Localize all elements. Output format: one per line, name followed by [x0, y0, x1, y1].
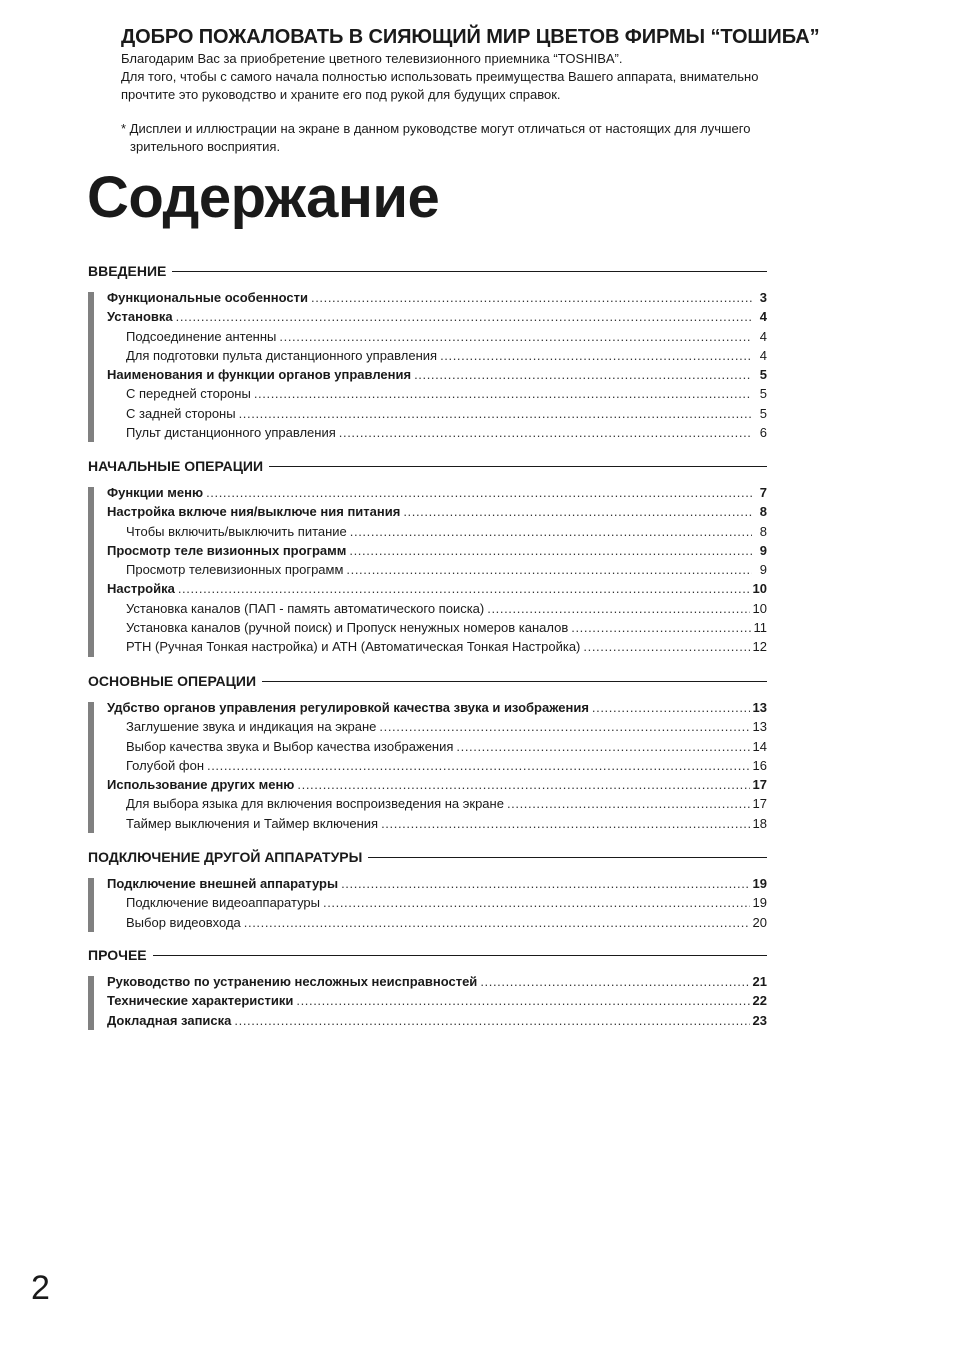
section-heading: [88, 848, 767, 866]
toc-entry-page: 21: [752, 974, 767, 989]
section-entries: [88, 485, 767, 659]
section-side-bar: [88, 292, 94, 442]
dot-leader: [583, 639, 749, 654]
dot-leader: [346, 562, 752, 577]
toc-entry[interactable]: [107, 915, 767, 934]
toc-section: [88, 457, 767, 659]
dot-leader: [323, 895, 750, 910]
toc-entry-page: 5: [759, 405, 767, 421]
toc-entry[interactable]: [107, 581, 767, 600]
toc-entry-label: Функции меню: [107, 485, 204, 500]
dot-leader: [349, 543, 752, 558]
contents-title: Содержание: [87, 165, 440, 230]
toc-entry[interactable]: [107, 796, 767, 815]
section-rule: [269, 466, 767, 467]
toc-entry-label: Подключение видеоаппаратуры: [126, 895, 320, 911]
dot-leader: [279, 329, 752, 344]
toc-entry-label: Заглушение звука и индикация на экране: [126, 719, 377, 735]
section-heading: [88, 457, 767, 475]
toc-entry[interactable]: [107, 562, 767, 581]
toc-entry-label: Подключение внешней аппаратуры: [107, 876, 339, 891]
toc-entry[interactable]: [107, 524, 767, 543]
toc-entry-page: 17: [752, 777, 767, 793]
toc-entry-label: Для выбора языка для включения воспроизведения на экране: [126, 796, 504, 812]
dot-leader: [311, 290, 752, 305]
toc-entry-page: 11: [753, 620, 767, 636]
section-heading-text: ПРОЧЕЕ: [88, 947, 147, 963]
toc-entry[interactable]: [107, 485, 767, 504]
dot-leader: [480, 974, 749, 989]
dot-leader: [254, 386, 752, 401]
dot-leader: [234, 1013, 749, 1028]
toc-entry-label: РТН (Ручная Тонкая настройка) и АТН (Автоматическая Тонкая Настройка): [126, 639, 581, 655]
dot-leader: [592, 700, 750, 715]
toc-entry[interactable]: [107, 993, 767, 1012]
toc-entry-page: 13: [752, 700, 767, 715]
toc-entry[interactable]: [107, 543, 767, 562]
toc-entry-label: Пульт дистанционного управления: [126, 425, 336, 441]
section-entries: [88, 974, 767, 1032]
toc-entry-label: Удбство органов управления регулировкой качества звука и изображения: [107, 700, 589, 715]
toc-entry[interactable]: [107, 290, 767, 309]
toc-entry-page: 19: [752, 876, 767, 891]
toc-entry-label: Просмотр телевизионных программ: [126, 562, 344, 578]
toc-entry-page: 17: [752, 796, 767, 812]
toc-entry-page: 16: [752, 757, 767, 773]
section-side-bar: [88, 702, 94, 833]
toc-entry-page: 22: [752, 993, 767, 1009]
toc-entry[interactable]: [107, 309, 767, 328]
toc-entry-label: Функциональные особенности: [107, 290, 308, 305]
toc-entry-page: 5: [759, 367, 767, 383]
section-side-bar: [88, 878, 94, 932]
toc-entry-page: 13: [752, 719, 767, 735]
toc-entry[interactable]: [107, 816, 767, 835]
toc-entry-label: Настройка включе ния/выключе ния питания: [107, 504, 401, 520]
dot-leader: [339, 425, 752, 440]
dot-leader: [176, 309, 752, 324]
dot-leader: [207, 758, 750, 773]
section-rule: [172, 271, 767, 272]
dot-leader: [456, 739, 749, 754]
toc-entry-label: Установка каналов (ручной поиск) и Пропуск ненужных номеров каналов: [126, 620, 569, 636]
toc-entry-label: Таймер выключения и Таймер включения: [126, 815, 379, 831]
toc-section: [88, 262, 767, 444]
toc-entry-page: 4: [759, 309, 767, 325]
toc-entry-label: С передней стороны: [126, 386, 251, 402]
welcome-heading: ДОБРО ПОЖАЛОВАТЬ В СИЯЮЩИЙ МИР ЦВЕТОВ ФИРМЫ “ТОШИБА”: [121, 26, 820, 48]
toc-entry[interactable]: [107, 386, 767, 405]
toc-entry-page: 7: [759, 485, 767, 500]
toc-entry-label: Установка каналов (ПАП - память автоматического поиска): [126, 600, 485, 616]
dot-leader: [206, 485, 752, 500]
toc-entry-label: Выбор видеовхода: [126, 914, 241, 930]
section-heading-text: ВВЕДЕНИЕ: [88, 263, 167, 279]
dot-leader: [297, 777, 749, 792]
toc-entry-label: Для подготовки пульта дистанционного управления: [126, 347, 438, 363]
toc-entry-label: Голубой фон: [126, 757, 204, 773]
section-heading: [88, 672, 767, 690]
page-number: 2: [31, 1269, 50, 1307]
toc-entry-label: Настройка: [107, 581, 175, 597]
dot-leader: [381, 816, 749, 831]
toc-entry-page: 10: [752, 581, 767, 597]
toc-entry-page: 9: [759, 562, 767, 578]
toc-entry-label: Технические характеристики: [107, 993, 294, 1009]
toc-entry[interactable]: [107, 1013, 767, 1032]
toc-section: [88, 848, 767, 934]
toc-entry-page: 10: [752, 600, 767, 616]
dot-leader: [403, 504, 752, 519]
toc-entry[interactable]: [107, 739, 767, 758]
section-rule: [262, 681, 767, 682]
dot-leader: [507, 796, 750, 811]
toc-entry-label: Чтобы включить/выключить питание: [126, 523, 347, 539]
dot-leader: [487, 601, 749, 616]
section-entries: [88, 700, 767, 835]
section-heading-text: НАЧАЛЬНЫЕ ОПЕРАЦИИ: [88, 458, 264, 474]
section-rule: [368, 857, 767, 858]
dot-leader: [178, 581, 750, 596]
toc-entry-page: 20: [752, 914, 767, 930]
toc-entry[interactable]: [107, 974, 767, 993]
section-heading-text: ПОДКЛЮЧЕНИЕ ДРУГОЙ АППАРАТУРЫ: [88, 849, 363, 865]
toc-entry-label: С задней стороны: [126, 405, 236, 421]
toc-entry-page: 23: [752, 1012, 767, 1028]
toc-entry-label: Выбор качества звука и Выбор качества изображения: [126, 738, 454, 754]
section-heading: [88, 946, 767, 964]
section-side-bar: [88, 487, 94, 657]
toc-entry-page: 4: [759, 328, 767, 344]
dot-leader: [244, 915, 750, 930]
section-heading-text: ОСНОВНЫЕ ОПЕРАЦИИ: [88, 673, 257, 689]
toc-entry-page: 9: [759, 542, 767, 558]
toc-entry-page: 6: [759, 425, 767, 441]
toc-entry-label: Докладная записка: [107, 1012, 232, 1028]
toc-entry[interactable]: [107, 620, 767, 639]
toc-entry-label: Использование других меню: [107, 777, 295, 793]
toc-entry[interactable]: [107, 758, 767, 777]
toc-entry[interactable]: [107, 504, 767, 523]
toc-entry[interactable]: [107, 777, 767, 796]
toc-entry[interactable]: [107, 639, 767, 658]
welcome-line-3: прочтите это руководство и храните его под рукой для будущих справок.: [121, 87, 561, 102]
dot-leader: [341, 876, 749, 891]
display-note-line-2: зрительного восприятия.: [130, 139, 281, 154]
toc-entry-page: 5: [759, 386, 767, 402]
toc-entry[interactable]: [107, 876, 767, 895]
toc-entry[interactable]: [107, 329, 767, 348]
section-entries: [88, 290, 767, 444]
toc-entry[interactable]: [107, 406, 767, 425]
dot-leader: [239, 406, 752, 421]
toc-entry-label: Установка: [107, 309, 173, 325]
toc-entry-label: Наименования и функции органов управления: [107, 367, 412, 383]
toc-entry-page: 3: [759, 290, 767, 305]
toc-entry[interactable]: [107, 425, 767, 444]
dot-leader: [350, 524, 752, 539]
toc-section: [88, 946, 767, 1032]
dot-leader: [440, 348, 752, 363]
toc-entry-page: 8: [759, 504, 767, 520]
toc-entry-page: 14: [752, 738, 767, 754]
toc-entry-page: 12: [752, 639, 767, 655]
section-entries: [88, 876, 767, 934]
toc-section: [88, 672, 767, 835]
section-rule: [153, 955, 767, 956]
toc-entry[interactable]: [107, 367, 767, 386]
toc-entry[interactable]: [107, 601, 767, 620]
toc-entry-label: Руководство по устранению несложных неисправностей: [107, 974, 478, 989]
toc-entry[interactable]: [107, 895, 767, 914]
dot-leader: [414, 367, 752, 382]
section-heading: [88, 262, 767, 280]
toc-entry-page: 19: [752, 895, 767, 911]
dot-leader: [296, 993, 749, 1008]
welcome-line-1: Благодарим Вас за приобретение цветного телевизионного приемника “TOSHIBA”.: [121, 51, 623, 66]
toc-entry-label: Подсоединение антенны: [126, 328, 277, 344]
toc-entry-label: Просмотр теле визионных программ: [107, 542, 347, 558]
toc-entry-page: 8: [759, 523, 767, 539]
welcome-block: [121, 24, 881, 156]
section-side-bar: [88, 976, 94, 1030]
toc-entry[interactable]: [107, 719, 767, 738]
toc-entry[interactable]: [107, 348, 767, 367]
dot-leader: [571, 620, 750, 635]
welcome-line-2: Для того, чтобы с самого начала полностью использовать преимущества Вашего аппарата, внимательно: [121, 69, 759, 84]
toc-entry-page: 18: [752, 815, 767, 831]
toc-entry-page: 4: [759, 347, 767, 363]
dot-leader: [379, 719, 749, 734]
toc-entry[interactable]: [107, 700, 767, 719]
display-note-line-1: * Дисплеи и иллюстрации на экране в данном руководстве могут отличаться от настоящих для лучшего: [121, 121, 751, 136]
